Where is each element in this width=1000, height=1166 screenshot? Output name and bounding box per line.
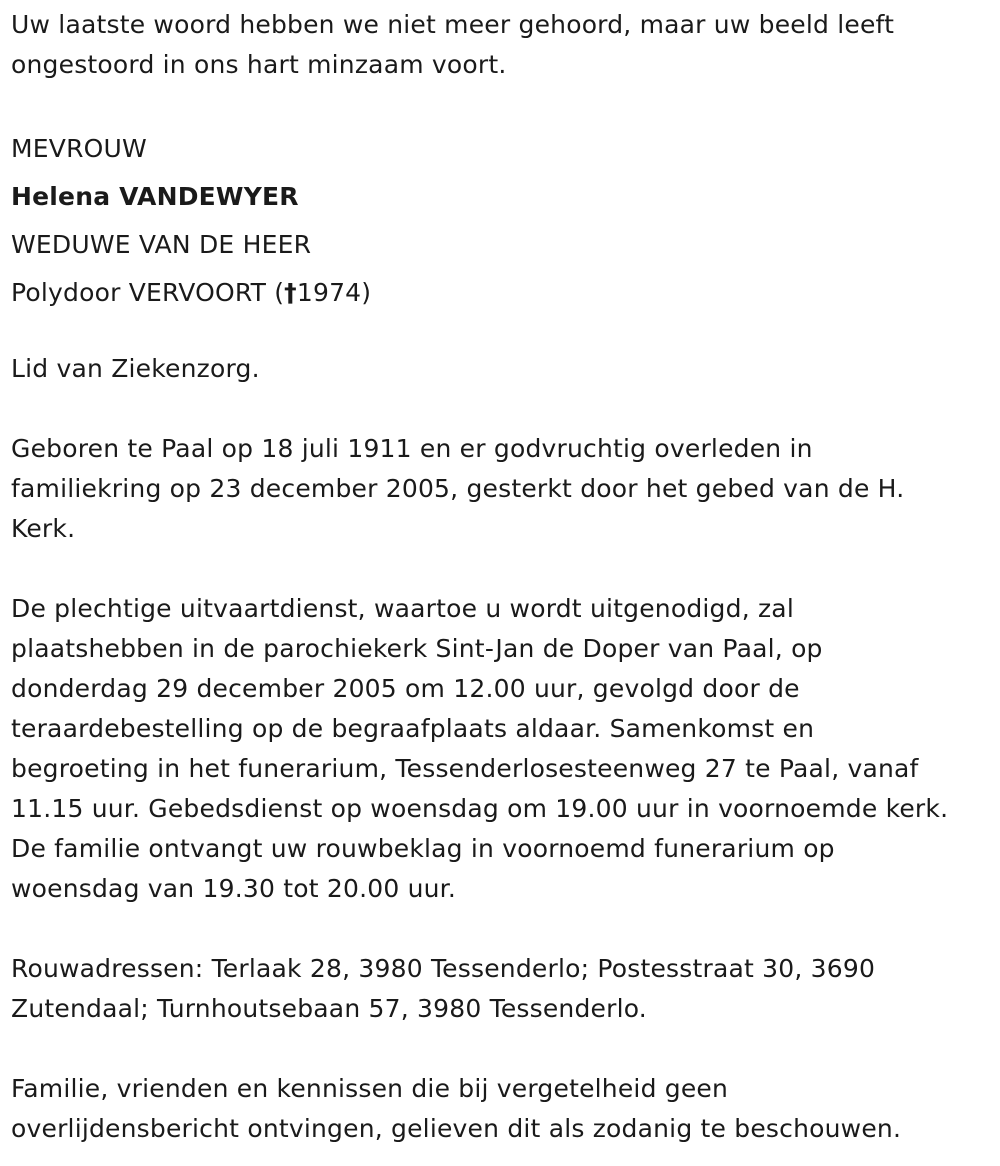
- closing-line: Familie, vrienden en kennissen die bij vergetelheid geen: [11, 1074, 729, 1103]
- widow-line: WEDUWE VAN DE HEER: [11, 230, 312, 259]
- birth-death-line: Kerk.: [11, 514, 76, 543]
- funeral-service-paragraph: [11, 589, 986, 909]
- service-line: woensdag van 19.30 tot 20.00 uur.: [11, 874, 457, 903]
- spouse-death-year: 1974): [296, 278, 372, 307]
- service-line: donderdag 29 december 2005 om 12.00 uur, gevolgd door de: [11, 674, 800, 703]
- membership-paragraph: [11, 349, 986, 389]
- memorial-verse: [11, 5, 986, 85]
- verse-line: ongestoord in ons hart minzaam voort.: [11, 50, 507, 79]
- birth-death-line: familiekring op 23 december 2005, gesterkt door het gebed van de H.: [11, 474, 905, 503]
- service-line: De familie ontvangt uw rouwbeklag in voornoemd funerarium op: [11, 834, 835, 863]
- service-line: teraardebestelling op de begraafplaats aldaar. Samenkomst en: [11, 714, 815, 743]
- deceased-header: [11, 125, 986, 317]
- address-line: Zutendaal; Turnhoutsebaan 57, 3980 Tessenderlo.: [11, 994, 647, 1023]
- addresses-paragraph: [11, 949, 986, 1029]
- spouse-line: [11, 269, 986, 317]
- salutation: MEVROUW: [11, 134, 147, 163]
- birth-death-paragraph: [11, 429, 986, 549]
- service-line: 11.15 uur. Gebedsdienst op woensdag om 19.00 uur in voornoemde kerk.: [11, 794, 949, 823]
- closing-paragraph: [11, 1069, 986, 1149]
- verse-line: Uw laatste woord hebben we niet meer gehoord, maar uw beeld leeft: [11, 10, 895, 39]
- address-line: Rouwadressen: Terlaak 28, 3980 Tessenderlo; Postesstraat 30, 3690: [11, 954, 876, 983]
- spouse-name: Polydoor VERVOORT (: [11, 278, 285, 307]
- closing-line: overlijdensbericht ontvingen, gelieven dit als zodanig te beschouwen.: [11, 1114, 902, 1143]
- birth-death-line: Geboren te Paal op 18 juli 1911 en er godvruchtig overleden in: [11, 434, 813, 463]
- deceased-name: Helena VANDEWYER: [11, 182, 299, 211]
- membership-text: Lid van Ziekenzorg.: [11, 354, 260, 383]
- service-line: begroeting in het funerarium, Tessenderlosesteenweg 27 te Paal, vanaf: [11, 754, 919, 783]
- service-line: De plechtige uitvaartdienst, waartoe u wordt uitgenodigd, zal: [11, 594, 794, 623]
- cross-icon: †: [284, 278, 297, 307]
- service-line: plaatshebben in de parochiekerk Sint-Jan de Doper van Paal, op: [11, 634, 823, 663]
